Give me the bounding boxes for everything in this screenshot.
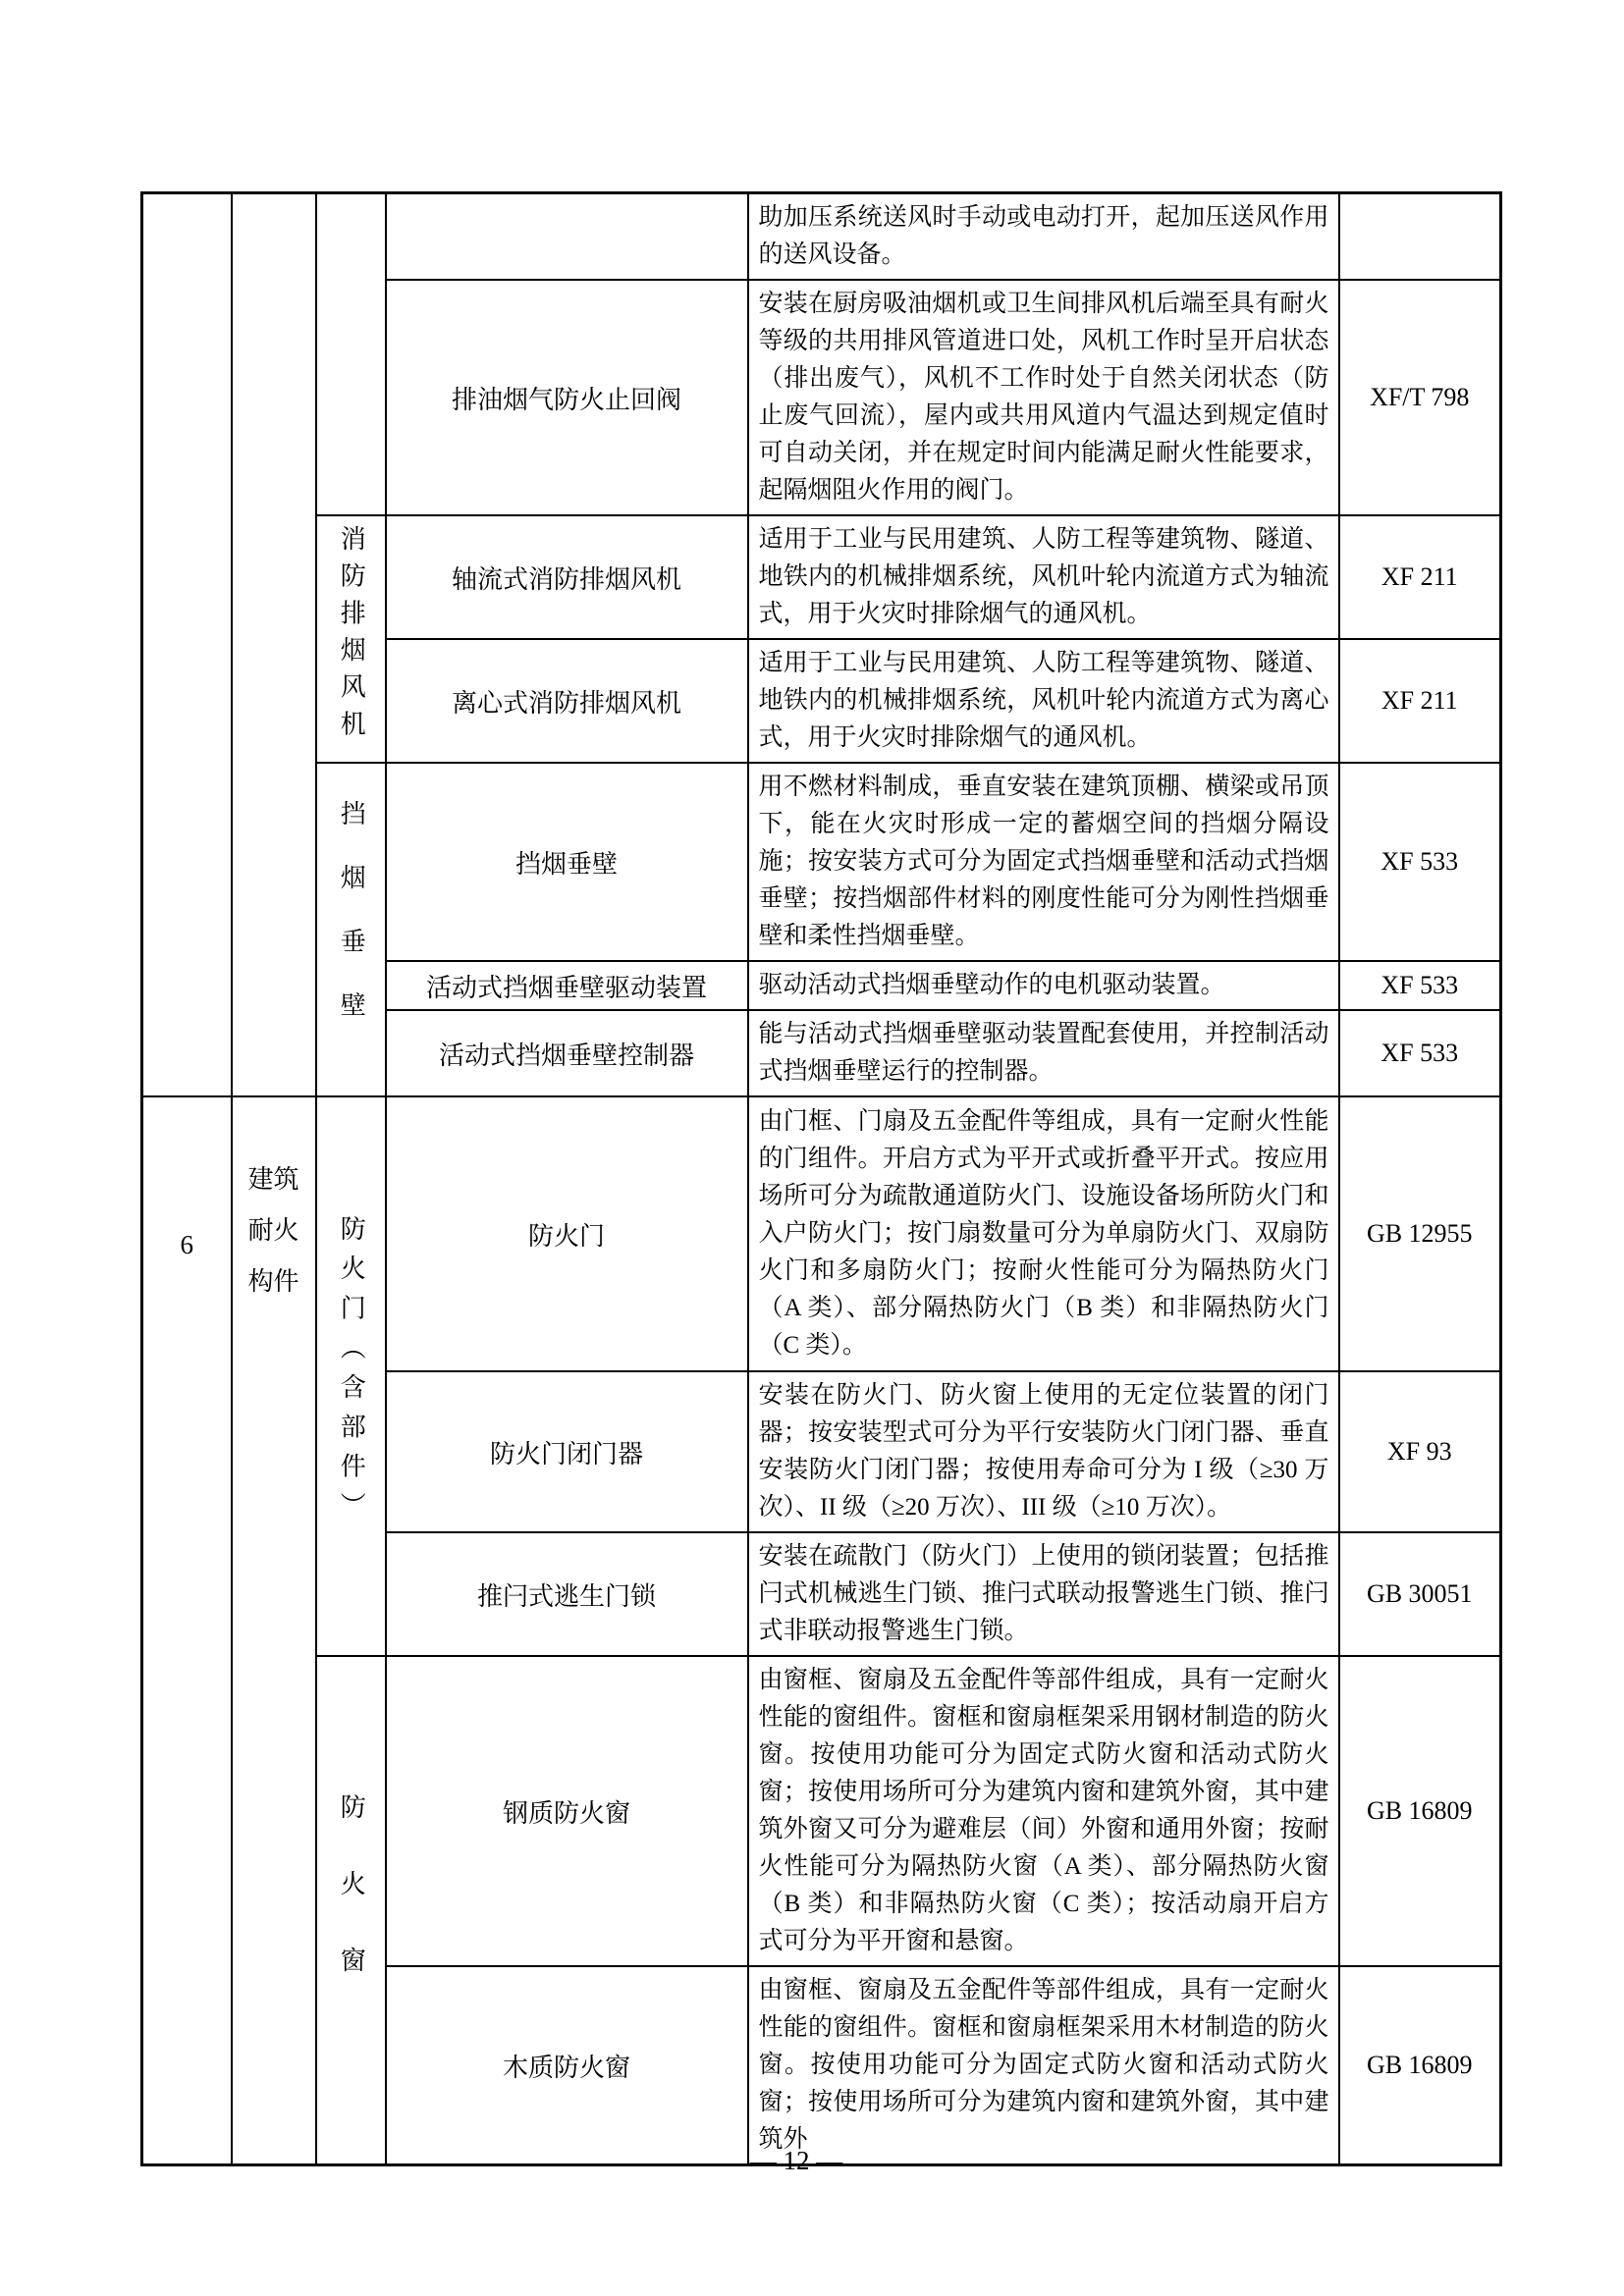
vertical-label: 消防排烟风机 bbox=[337, 525, 366, 748]
description-cell: 助加压系统送风时手动或电动打开，起加压送风作用的送风设备。 bbox=[748, 193, 1339, 281]
standard-cell: XF 211 bbox=[1339, 639, 1501, 763]
product-cell: 离心式消防排烟风机 bbox=[386, 639, 748, 763]
description-cell: 驱动活动式挡烟垂壁动作的电机驱动装置。 bbox=[748, 961, 1339, 1010]
category-cell-empty bbox=[232, 193, 316, 1097]
subcategory-cell-fire-window bbox=[316, 1656, 386, 2165]
product-cell bbox=[386, 193, 748, 281]
standard-cell: XF 211 bbox=[1339, 515, 1501, 639]
standard-cell: XF 533 bbox=[1339, 1010, 1501, 1096]
table-row bbox=[142, 1096, 1501, 1371]
fire-product-standards-table bbox=[140, 191, 1502, 2166]
serial-cell-empty bbox=[142, 193, 232, 1097]
product-cell: 活动式挡烟垂壁控制器 bbox=[386, 1010, 748, 1096]
standard-cell: GB 12955 bbox=[1339, 1096, 1501, 1371]
table-row bbox=[142, 763, 1501, 961]
vertical-label: 防火窗 bbox=[337, 1792, 366, 2023]
standard-cell: XF 93 bbox=[1339, 1371, 1501, 1532]
standard-cell: GB 30051 bbox=[1339, 1532, 1501, 1656]
table-row bbox=[142, 1656, 1501, 1966]
subcategory-cell-fire-door bbox=[316, 1096, 386, 1656]
standard-cell: GB 16809 bbox=[1339, 1966, 1501, 2165]
subcategory-cell-smoke-barrier bbox=[316, 763, 386, 1096]
standard-cell: XF 533 bbox=[1339, 961, 1501, 1010]
subcategory-cell-empty bbox=[316, 193, 386, 516]
description-cell: 由窗框、窗扇及五金配件等部件组成，具有一定耐火性能的窗组件。窗框和窗扇框架采用木材制造的防火窗。按使用功能可分为固定式防火窗和活动式防火窗；按使用场所可分为建筑内窗和建筑外窗，其中建筑外 bbox=[748, 1966, 1339, 2165]
table-row bbox=[142, 515, 1501, 639]
description-cell: 安装在疏散门（防火门）上使用的锁闭装置；包括推闩式机械逃生门锁、推闩式联动报警逃生门锁、推闩式非联动报警逃生门锁。 bbox=[748, 1532, 1339, 1656]
description-cell: 由窗框、窗扇及五金配件等部件组成，具有一定耐火性能的窗组件。窗框和窗扇框架采用钢材制造的防火窗。按使用功能可分为固定式防火窗和活动式防火窗；按使用场所可分为建筑内窗和建筑外窗，其中建筑外窗又可分为避难层（间）外窗和通用外窗；按耐火性能可分为隔热防火窗（A 类）、部分隔热防火窗（B 类）和非隔热防火窗（C 类）；按活动扇开启方式可分为平开窗和悬窗。 bbox=[748, 1656, 1339, 1966]
table-row bbox=[142, 193, 1501, 281]
description-cell: 能与活动式挡烟垂壁驱动装置配套使用，并控制活动式挡烟垂壁运行的控制器。 bbox=[748, 1010, 1339, 1096]
standard-cell: XF/T 798 bbox=[1339, 280, 1501, 515]
description-cell: 用不燃材料制成，垂直安装在建筑顶棚、横梁或吊顶下，能在火灾时形成一定的蓄烟空间的挡烟分隔设施；按安装方式可分为固定式挡烟垂壁和活动式挡烟垂壁；按挡烟部件材料的刚度性能可分为刚性挡烟垂壁和柔性挡烟垂壁。 bbox=[748, 763, 1339, 961]
product-cell: 推闩式逃生门锁 bbox=[386, 1532, 748, 1656]
vertical-label: 挡烟垂壁 bbox=[337, 799, 366, 1055]
serial-number: 6 bbox=[180, 1230, 193, 1259]
page-number: — 12 — bbox=[749, 2146, 843, 2175]
description-cell: 由门框、门扇及五金配件等组成，具有一定耐火性能的门组件。开启方式为平开式或折叠平开式。按应用场所可分为疏散通道防火门、设施设备场所防火门和入户防火门；按门扇数量可分为单扇防火门、双扇防火门和多扇防火门；按耐火性能可分为隔热防火门（A 类）、部分隔热防火门（B 类）和非隔热防火门（C 类）。 bbox=[748, 1096, 1339, 1371]
category-cell bbox=[232, 1096, 316, 2165]
vertical-label: 防火门（含部件） bbox=[337, 1215, 366, 1532]
product-cell: 防火门 bbox=[386, 1096, 748, 1371]
standard-cell: GB 16809 bbox=[1339, 1656, 1501, 1966]
standard-cell bbox=[1339, 193, 1501, 281]
description-cell: 适用于工业与民用建筑、人防工程等建筑物、隧道、地铁内的机械排烟系统，风机叶轮内流道方式为轴流式，用于火灾时排除烟气的通风机。 bbox=[748, 515, 1339, 639]
product-cell: 挡烟垂壁 bbox=[386, 763, 748, 961]
description-cell: 安装在厨房吸油烟机或卫生间排风机后端至具有耐火等级的共用排风管道进口处，风机工作时呈开启状态（排出废气），风机不工作时处于自然关闭状态（防止废气回流），屋内或共用风道内气温达到规定值时可自动关闭，并在规定时间内能满足耐火性能要求，起隔烟阻火作用的阀门。 bbox=[748, 280, 1339, 515]
product-cell: 木质防火窗 bbox=[386, 1966, 748, 2165]
product-cell: 轴流式消防排烟风机 bbox=[386, 515, 748, 639]
serial-cell bbox=[142, 1096, 232, 2165]
category-label: 建筑耐火构件 bbox=[247, 1165, 299, 1296]
description-cell: 适用于工业与民用建筑、人防工程等建筑物、隧道、地铁内的机械排烟系统，风机叶轮内流道方式为离心式，用于火灾时排除烟气的通风机。 bbox=[748, 639, 1339, 763]
product-cell: 排油烟气防火止回阀 bbox=[386, 280, 748, 515]
description-cell: 安装在防火门、防火窗上使用的无定位装置的闭门器；按安装型式可分为平行安装防火门闭门器、垂直安装防火门闭门器；按使用寿命可分为 I 级（≥30 万次）、II 级（≥20 万次）、III 级（≥10 万次）。 bbox=[748, 1371, 1339, 1532]
product-cell: 活动式挡烟垂壁驱动装置 bbox=[386, 961, 748, 1010]
standard-cell: XF 533 bbox=[1339, 763, 1501, 961]
product-cell: 防火门闭门器 bbox=[386, 1371, 748, 1532]
product-cell: 钢质防火窗 bbox=[386, 1656, 748, 1966]
subcategory-cell-smoke-exhaust-fan bbox=[316, 515, 386, 763]
